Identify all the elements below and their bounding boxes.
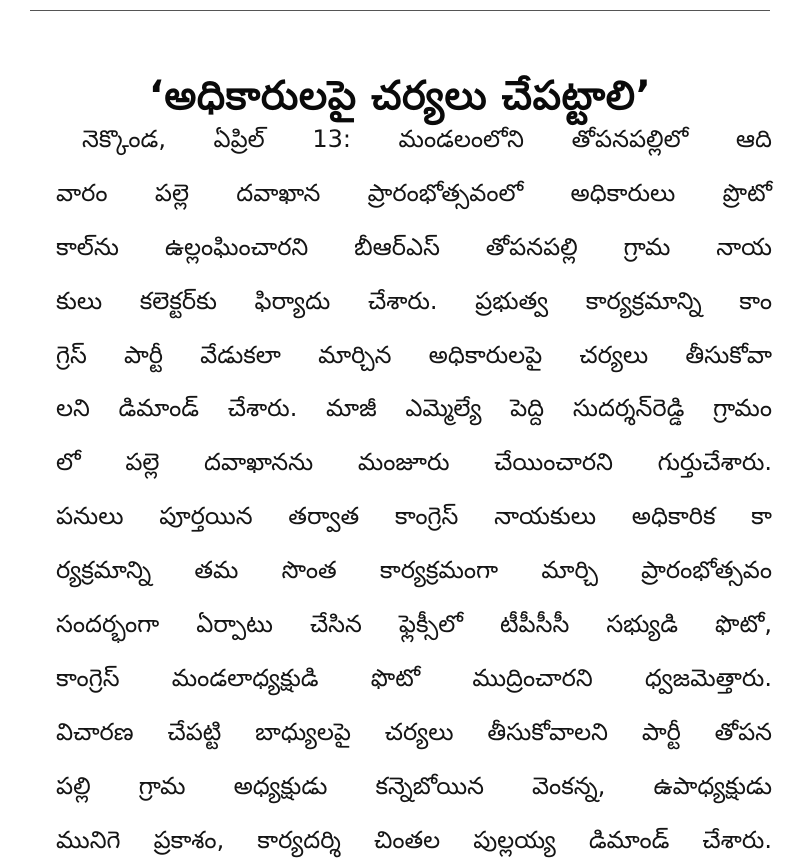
article-line: ర్యక్రమాన్ని తమ సొంత కార్యక్రమంగా మార్చి ప్రారంభోత్సవం — [56, 556, 772, 585]
article-line: మునిగె ప్రకాశం, కార్యదర్శి చింతల పుల్లయ్య డిమాండ్ చేశారు. — [56, 825, 772, 854]
article-line: కాల్‌ను ఉల్లంఘించారని బీఆర్‌ఎస్ తోపనపల్లి గ్రామ నాయ — [56, 232, 772, 261]
article-line: పల్లి గ్రామ అధ్యక్షుడు కన్నెబోయిన వెంకన్న, ఉపాధ్యక్షుడు — [56, 771, 772, 800]
article-line: సందర్భంగా ఏర్పాటు చేసిన ఫ్లెక్సీలో టీపీసీసీ సభ్యుడి ఫొటో, — [56, 610, 772, 639]
article-line: లని డిమాండ్ చేశారు. మాజీ ఎమ్మెల్యే పెద్ది సుదర్శన్‌రెడ్డి గ్రామం — [56, 394, 772, 423]
article-line: పనులు పూర్తయిన తర్వాత కాంగ్రెస్ నాయకులు అధికారిక కా — [56, 502, 772, 531]
article-line: కులు కలెక్టర్‌కు ఫిర్యాదు చేశారు. ప్రభుత్వ కార్యక్రమాన్ని కాం — [56, 286, 772, 315]
article-line: నెక్కొండ, ఏప్రిల్ 13: మండలంలోని తోపనపల్లిలో ఆది — [82, 125, 772, 153]
article-line: గ్రెస్ పార్టీ వేడుకలా మార్చిన అధికారులపై చర్యలు తీసుకోవా — [56, 340, 772, 369]
article-headline: ‘అధికారులపై చర్యలు చేపట్టాలి’ — [148, 72, 652, 119]
article-line: కాంగ్రెస్ మండలాధ్యక్షుడి ఫొటో ముద్రించారని ధ్వజమెత్తారు. — [56, 663, 772, 692]
article-line: లో పల్లె దవాఖానను మంజూరు చేయించారని గుర్తుచేశారు. — [56, 448, 772, 477]
article-line: వారం పల్లె దవాఖాన ప్రారంభోత్సవంలో అధికారులు ప్రొటో — [56, 178, 772, 207]
article-line: విచారణ చేపట్టి బాధ్యులపై చర్యలు తీసుకోవాలని పార్టీ తోపన — [56, 717, 772, 746]
top-divider-rule — [30, 10, 770, 11]
article-body — [56, 113, 772, 867]
